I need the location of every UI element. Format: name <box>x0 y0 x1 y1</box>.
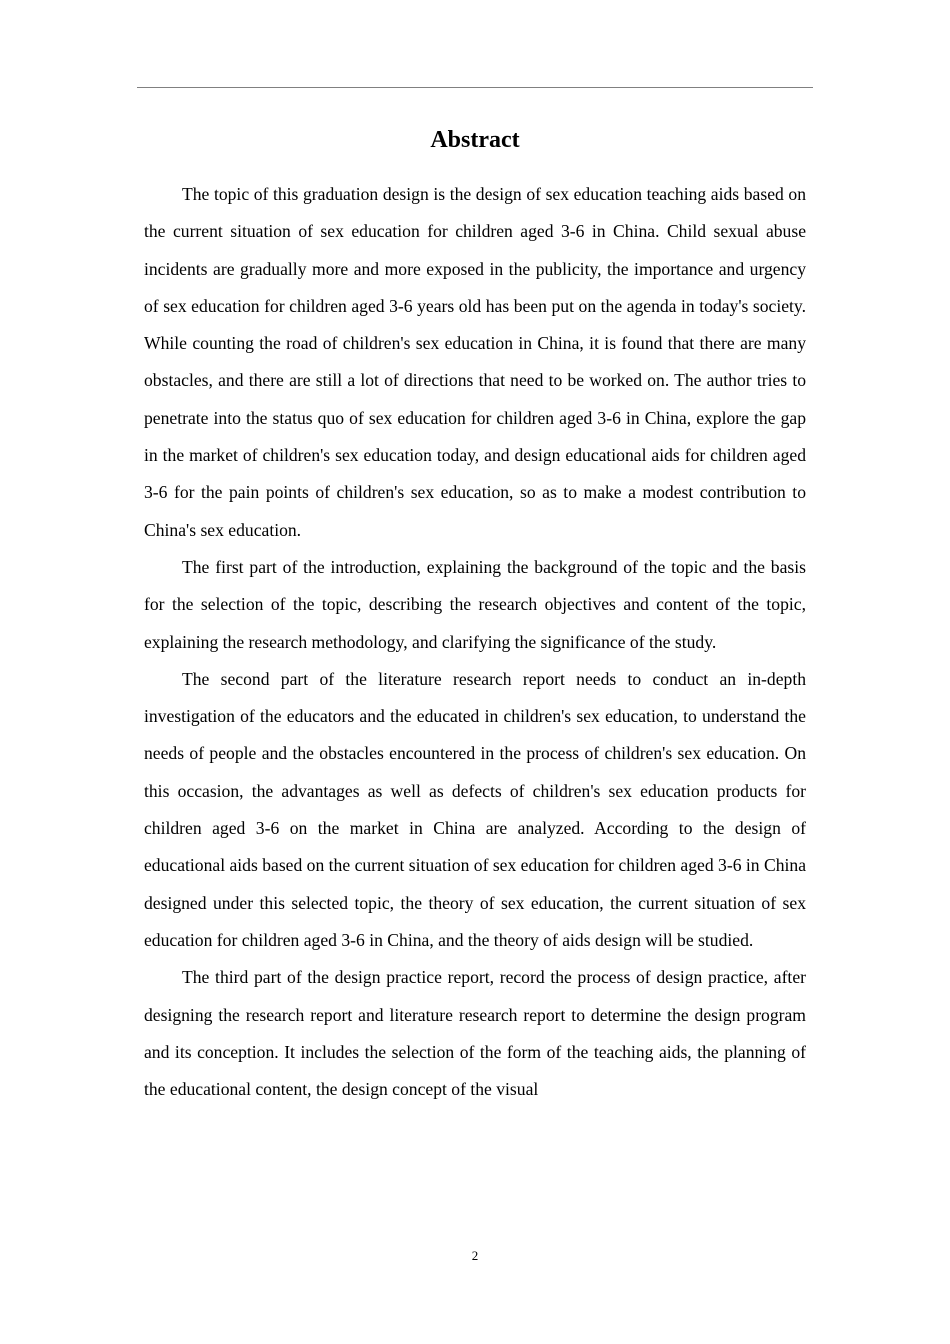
paragraph: The topic of this graduation design is the design of sex education teaching aids based on the current situation of sex education for children aged 3-6 in China. Child sexual abuse incidents are gradually more and more exposed in the publicity, the importance and urgency of sex education for children aged 3-6 years old has been put on the agenda in today's society. While counting the road of children's sex education in China, it is found that there are many obstacles, and there are still a lot of directions that need to be worked on. The author tries to penetrate into the status quo of sex education for children aged 3-6 in China, explore the gap in the market of children's sex education today, and design educational aids for children aged 3-6 for the pain points of children's sex education, so as to make a modest contribution to China's sex education. <box>144 184 806 540</box>
header-rule <box>137 87 813 88</box>
paragraph: The first part of the introduction, explaining the background of the topic and the basis for the selection of the topic, describing the research objectives and content of the topic, explaining the research methodology, and clarifying the significance of the study. <box>144 556 806 652</box>
page-title: Abstract <box>430 127 520 153</box>
paragraph: The second part of the literature research report needs to conduct an in-depth investigation of the educators and the educated in children's sex education, to understand the needs of people and the obstacles encountered in the process of children's sex education. On this occasion, the advantages as well as defects of children's sex education products for children aged 3-6 on the market in China are analyzed. According to the design of educational aids based on the current situation of sex education for children aged 3-6 in China designed under this selected topic, the theory of sex education, the current situation of sex education for children aged 3-6 in China, and the theory of aids design will be studied. <box>144 668 806 950</box>
paragraph: The third part of the design practice report, record the process of design practice, after designing the research report and literature research report to determine the design program and its conception. It includes the selection of the form of the teaching aids, the planning of the educational content, the design concept of the visual <box>144 967 806 1100</box>
page-number: 2 <box>471 1248 479 1263</box>
abstract-body <box>144 176 806 1108</box>
